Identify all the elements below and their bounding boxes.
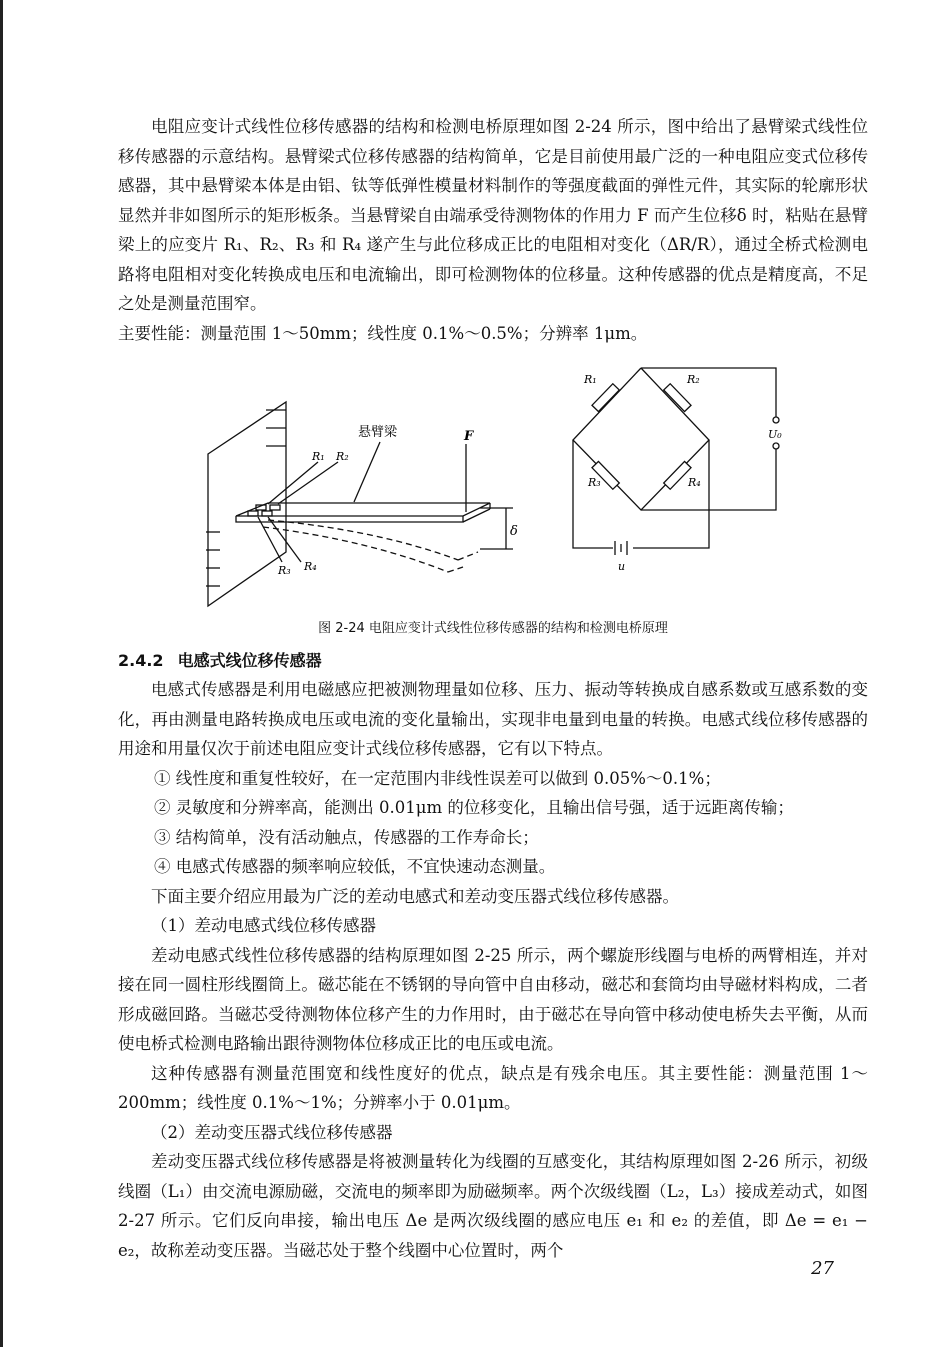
resistor-r1 — [592, 384, 619, 412]
uo-label: U₀ — [768, 428, 782, 441]
resistor-r4 — [664, 461, 691, 489]
delta-label: δ — [510, 524, 518, 539]
r1-label: R₁ — [584, 373, 597, 386]
paragraph-differential-inductance-performance: 这种传感器有测量范围宽和线性度好的优点，缺点是有残余电压。其主要性能：测量范围 1～200mm；线性度 0.1%～1%；分辨率小于 0.01μm。 — [118, 1063, 868, 1112]
deflected-beam — [268, 520, 458, 560]
gauge-r2 — [270, 505, 280, 510]
feature-item: ④ 电感式传感器的频率响应较低，不宜快速动态测量。 — [154, 857, 556, 876]
paragraph-strain-gauge: 电阻应变计式线性位移传感器的结构和检测电桥原理如图 2-24 所示，图中给出了悬臂梁式线性位移传感器的示意结构。悬臂梁式位移传感器的结构简单，它是目前使用最广泛的一种电阻应变式位移传感器，其中悬臂梁本体是由铝、钛等低弹性模量材料制作的等强度截面的弹性元件，其实际的轮廓形状显然并非如图所示的矩形板条。当悬臂梁自由端承受待测物体的作用力 F 而产生位移δ 时，粘贴在悬臂梁上的应变片 R₁、R₂、R₃ 和 R₄ 遂产生与此位移成正比的电阻相对变化（ΔR/R），通过全桥式检测电路将电阻相对变化转换成电压和电流输出，即可检测物体的位移量。这种传感器的优点是精度高，不足之处是测量范围窄。 — [118, 117, 868, 313]
feature-item: ② 灵敏度和分辨率高，能测出 0.01μm 的位移变化，且输出信号强，适于远距离传输； — [154, 798, 794, 817]
force-label: F — [464, 429, 474, 444]
wall-plate — [208, 402, 286, 606]
subheading-1: （1）差动电感式线位移传感器 — [151, 916, 376, 935]
section-title: 电感式线位移传感器 — [177, 651, 322, 670]
bridge-circuit — [573, 368, 779, 555]
r3-label: R₃ — [588, 476, 601, 489]
paragraph-differential-transformer: 差动变压器式线位移传感器是将被测量转化为线圈的互感变化，其结构原理如图 2-26 所示，初级线圈（L₁）由交流电源励磁，交流电的频率即为励磁频率。两个次级线圈（L₂，L₃）接成差动式，如图 2-27 所示。它们反向串接，输出电压 Δe 是两次级线圈的感应电压 e₁ 和 e₂ 的差值，即 Δe = e₁ − e₂，故称差动变压器。当磁芯处于整个线圈中心位置时，两个 — [118, 1152, 868, 1260]
paragraph-performance: 主要性能：测量范围 1～50mm；线性度 0.1%～0.5%；分辨率 1μm。 — [118, 323, 648, 343]
gauge-r4 — [262, 511, 272, 516]
u-label: u — [618, 560, 626, 573]
feature-item: ① 线性度和重复性较好，在一定范围内非线性误差可以做到 0.05%～0.1%； — [154, 768, 721, 788]
figure-drawing — [118, 362, 868, 617]
r3-label-beam: R₃ — [278, 564, 291, 577]
paragraph-intro: 电感式传感器是利用电磁感应把被测物理量如位移、压力、振动等转换成自感系数或互感系数的变化，再由测量电路转换成电压或电流的变化量输出，实现非电量到电量的转换。电感式线位移传感器的用途和用量仅次于前述电阻应变计式线位移传感器，它有以下特点。 — [118, 680, 868, 758]
r4-label-beam: R₄ — [304, 560, 317, 573]
figure-caption: 图 2-24 电阻应变计式线性位移传感器的结构和检测电桥原理 — [318, 621, 668, 636]
page-number: 27 — [811, 1258, 834, 1279]
r2-label: R₂ — [687, 373, 700, 386]
page-body — [118, 112, 868, 1265]
section-number: 2.4.2 — [118, 651, 164, 670]
paragraph-differential-inductance: 差动电感式线性位移传感器的结构原理如图 2-25 所示，两个螺旋形线圈与电桥的两臂相连，并对接在同一圆柱形线圈筒上。磁芯能在不锈钢的导向管中自由移动，磁芯和套筒均由导磁材料构成，二者形成磁回路。当磁芯受待测物体位移产生的力作用时，由于磁芯在导向管中移动使电桥失去平衡，从而使电桥式检测电路输出跟待测物体位移成正比的电压或电流。 — [118, 945, 868, 1053]
r2-label-beam: R₂ — [336, 450, 349, 463]
gauge-r3 — [248, 511, 258, 516]
paragraph-lead: 下面主要介绍应用最为广泛的差动电感式和差动变压器式线位移传感器。 — [151, 886, 679, 906]
r1-label-beam: R₁ — [312, 450, 325, 463]
feature-item: ③ 结构简单，没有活动触点，传感器的工作寿命长； — [154, 827, 539, 847]
subheading-2: （2）差动变压器式线位移传感器 — [151, 1122, 393, 1142]
page-edge-line — [0, 0, 3, 1347]
figure-2-24 — [118, 362, 868, 617]
beam-label: 悬臂梁 — [358, 425, 398, 440]
r4-label: R₄ — [688, 476, 701, 489]
section-heading — [118, 647, 868, 675]
